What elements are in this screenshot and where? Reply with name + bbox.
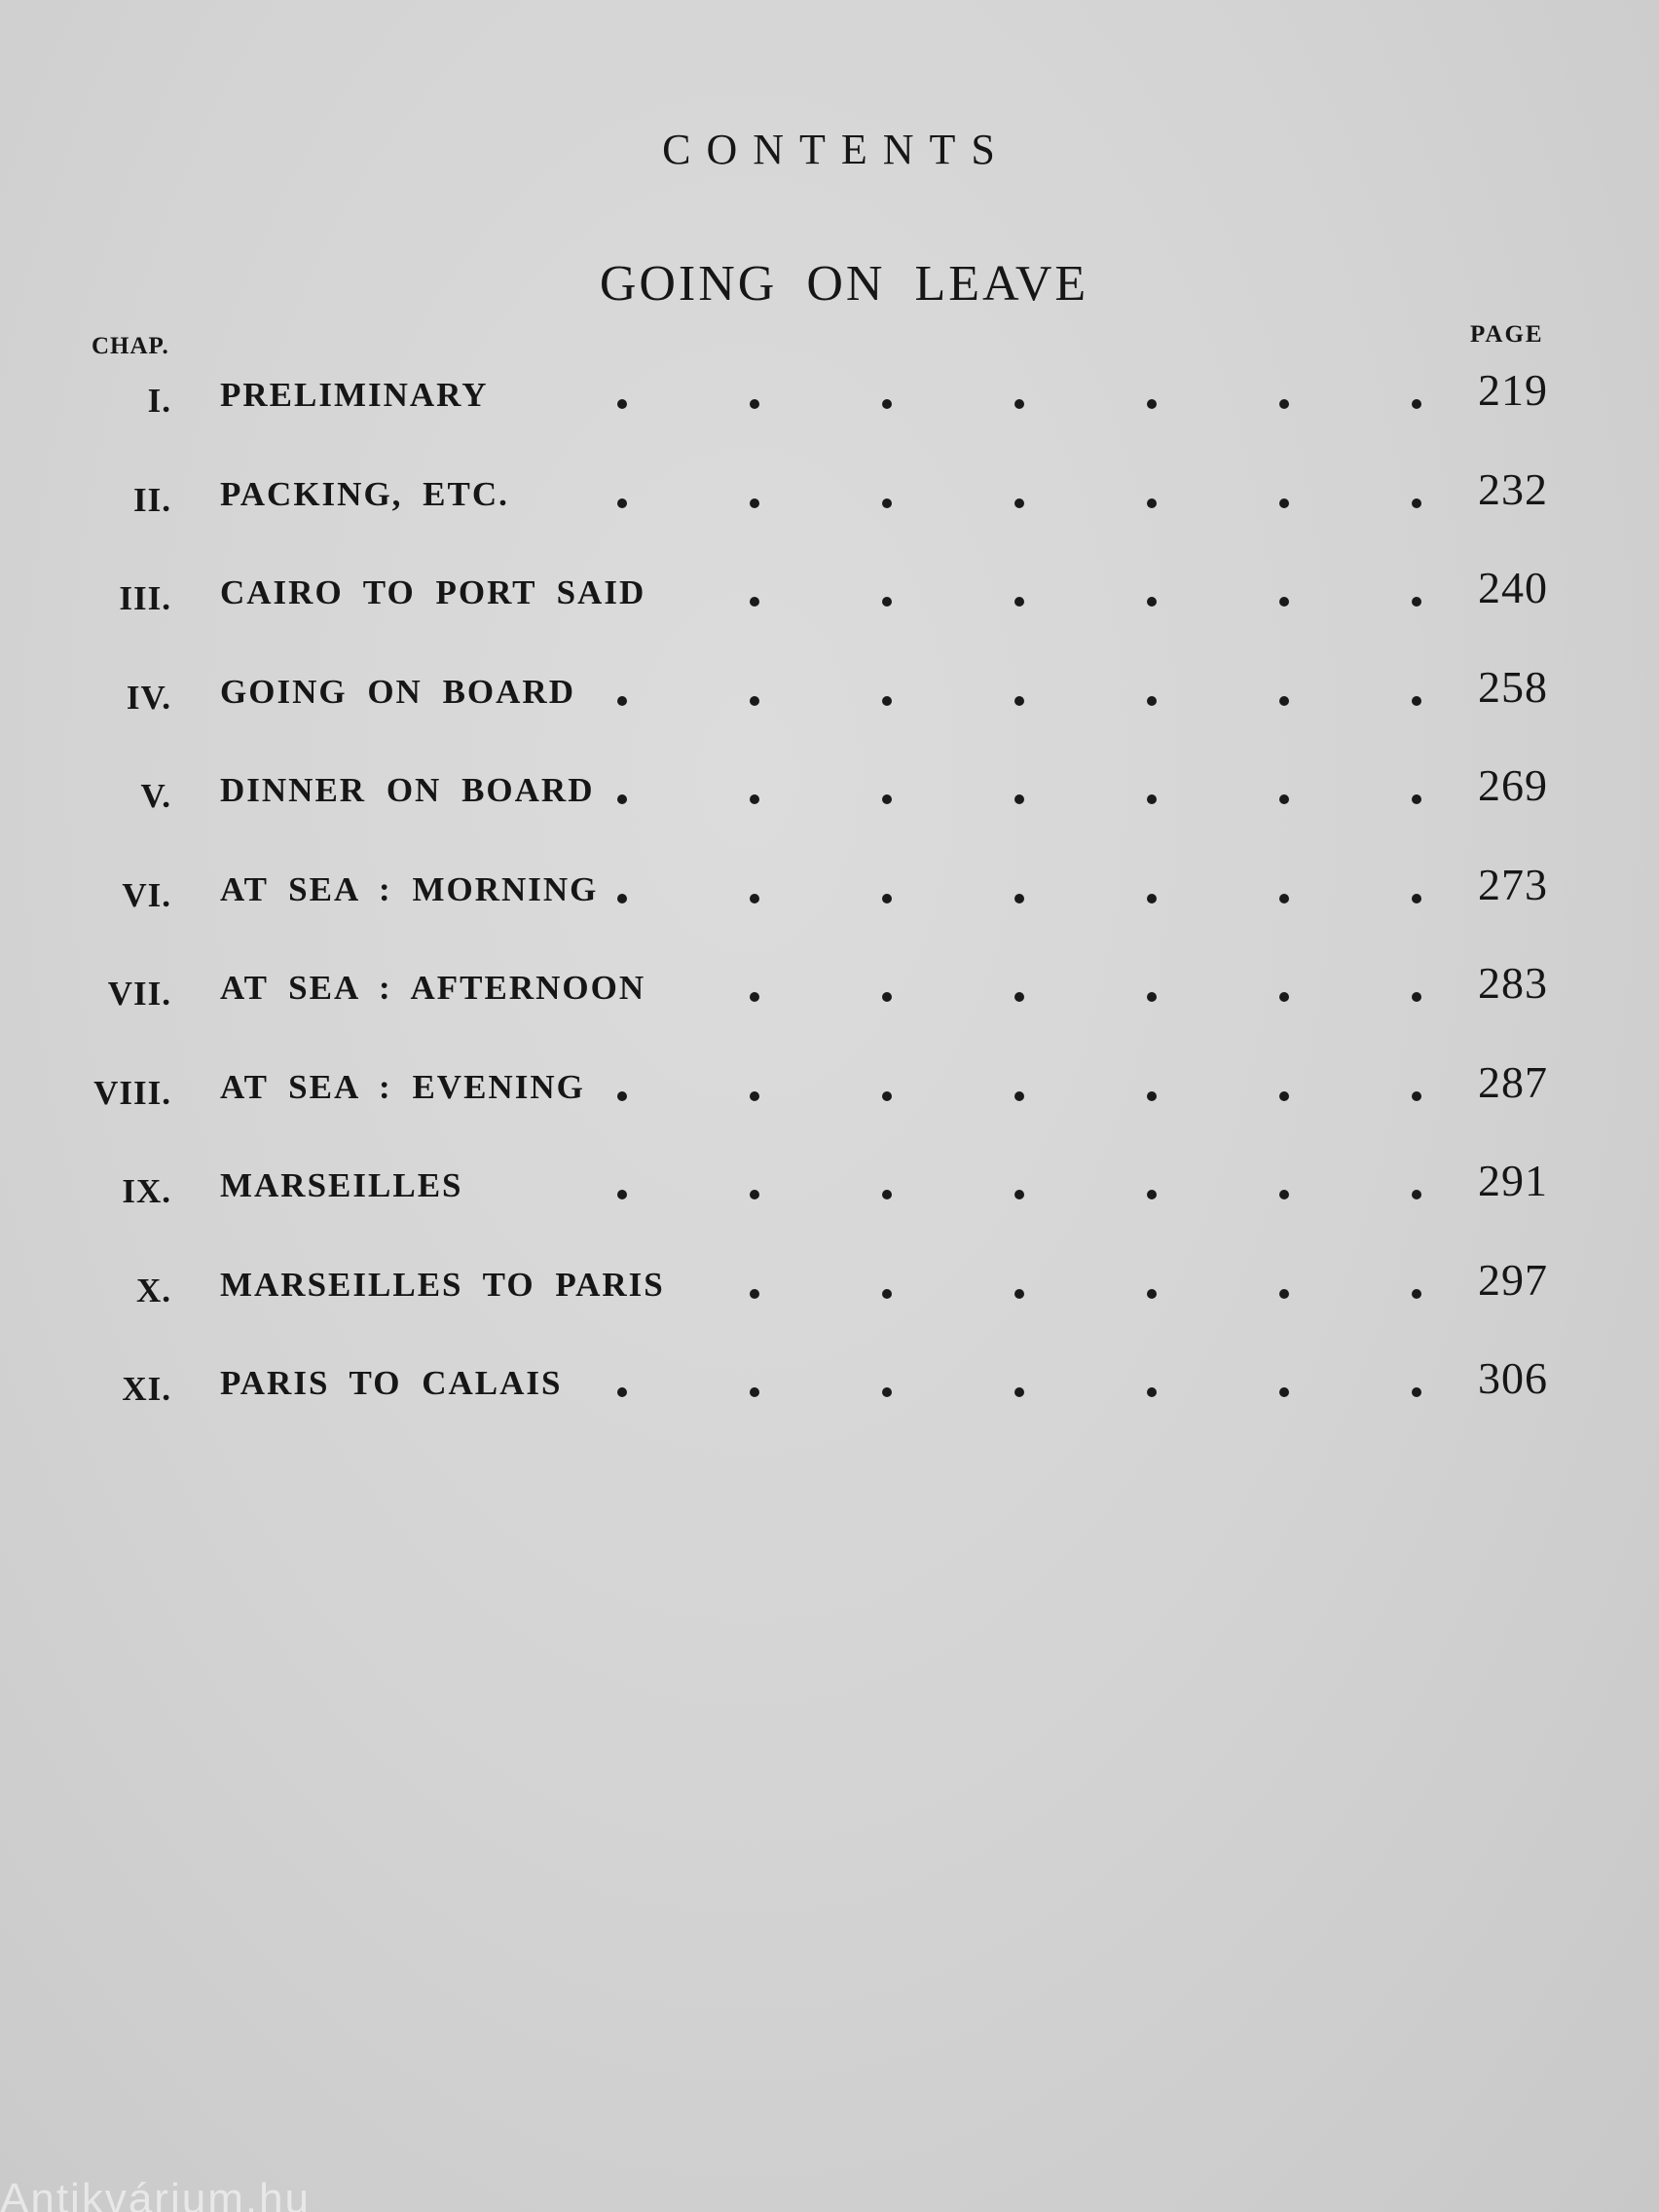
chapter-number: I. [147,382,171,420]
toc-entry [0,756,1659,855]
page-number: 306 [1478,1353,1548,1403]
leader-dot [750,794,759,804]
chapter-number: VII. [107,975,171,1013]
leader-dot [1279,597,1289,607]
page-number: 240 [1478,563,1548,612]
leader-dot [1279,894,1289,903]
leader-dot [1279,1387,1289,1397]
chapter-title: MARSEILLES [220,1166,463,1204]
leader-dot [1147,597,1157,607]
leader-dot [882,894,892,903]
leader-dot [1147,1387,1157,1397]
toc-entry [0,657,1659,756]
leader-dot [1412,498,1421,508]
page-number: 291 [1478,1156,1548,1205]
leader-dot [1412,992,1421,1002]
leader-dot [1014,894,1024,903]
page-column-label: PAGE [1470,321,1544,348]
chapter-number: VIII. [93,1073,171,1112]
toc-entry [0,1151,1659,1250]
leader-dot [617,894,627,903]
leader-dot [1147,696,1157,706]
dot-leaders [604,992,1441,1002]
toc-entry [0,360,1659,460]
leader-dot [617,399,627,409]
leader-dot [882,1190,892,1199]
leader-dot [1412,597,1421,607]
leader-dot [1412,696,1421,706]
leader-dot [750,894,759,903]
leader-dot [750,1091,759,1101]
leader-dot [617,696,627,706]
leader-dot [617,1091,627,1101]
leader-dot [1279,696,1289,706]
leader-dot [1014,597,1024,607]
leader-dot [1279,992,1289,1002]
chapter-number: IX. [122,1172,171,1210]
leader-dot [750,597,759,607]
leader-dot [882,992,892,1002]
leader-dot [1014,399,1024,409]
leader-dot [882,498,892,508]
leader-dot [750,992,759,1002]
dot-leaders [604,696,1441,706]
leader-dot [1412,1289,1421,1299]
leader-dot [1279,1190,1289,1199]
leader-dot [617,794,627,804]
leader-dot [1147,498,1157,508]
leader-dot [1279,1289,1289,1299]
leader-dot [882,1091,892,1101]
leader-dot [1412,794,1421,804]
leader-dot [1014,794,1024,804]
leader-dot [1147,1289,1157,1299]
toc-entry [0,558,1659,657]
leader-dot [1412,399,1421,409]
leader-dot [750,498,759,508]
leader-dot [1279,399,1289,409]
leader-dot [1147,1190,1157,1199]
dot-leaders [604,1091,1441,1101]
chapter-number: XI. [122,1370,171,1408]
leader-dot [1147,992,1157,1002]
chapter-number: V. [140,777,171,815]
leader-dot [882,696,892,706]
leader-dot [1147,794,1157,804]
leader-dot [1014,992,1024,1002]
leader-dot [750,1289,759,1299]
leader-dot [1147,1091,1157,1101]
toc-entry [0,855,1659,954]
leader-dot [1147,894,1157,903]
dot-leaders [604,1289,1441,1299]
dot-leaders [604,1387,1441,1397]
leader-dot [882,1387,892,1397]
page-number: 269 [1478,760,1548,810]
chapter-title: AT SEA : EVENING [220,1067,585,1106]
leader-dot [1412,1387,1421,1397]
dot-leaders [604,794,1441,804]
leader-dot [1412,894,1421,903]
leader-dot [617,498,627,508]
chapter-title: AT SEA : MORNING [220,869,599,908]
leader-dot [750,1387,759,1397]
leader-dot [1014,1387,1024,1397]
leader-dot [882,794,892,804]
dot-leaders [604,597,1441,607]
toc-entry [0,1348,1659,1448]
page-number: 287 [1478,1056,1548,1107]
page-number: 297 [1478,1254,1548,1305]
leader-dot [1147,399,1157,409]
chapter-number: VI. [122,875,171,914]
leader-dot [1279,794,1289,804]
leader-dot [1412,1190,1421,1199]
table-of-contents [0,360,1659,1448]
chapter-number: X. [135,1271,171,1309]
leader-dot [1014,1289,1024,1299]
leader-dot [617,1190,627,1199]
toc-entry [0,1250,1659,1349]
page-number: 283 [1478,958,1548,1008]
leader-dot [1014,1091,1024,1101]
chapter-number: IV. [126,678,171,717]
chapter-title: PARIS TO CALAIS [220,1364,563,1402]
chapter-title: CAIRO TO PORT SAID [220,573,646,611]
leader-dot [1014,498,1024,508]
chapter-number: II. [133,480,171,519]
page-number: 232 [1478,463,1548,514]
chapter-title: AT SEA : AFTERNOON [220,969,646,1007]
section-title: GOING ON LEAVE [599,256,1089,312]
contents-heading: CONTENTS [662,126,1011,173]
page-number: 258 [1478,661,1548,712]
chapter-title: DINNER ON BOARD [220,771,595,809]
leader-dot [617,1387,627,1397]
page-number: 273 [1478,859,1548,909]
leader-dot [1014,696,1024,706]
leader-dot [750,399,759,409]
page-number: 219 [1478,365,1548,415]
chapter-number: III. [119,579,171,617]
toc-entry [0,953,1659,1052]
leader-dot [1014,1190,1024,1199]
dot-leaders [604,1190,1441,1199]
chapter-column-label: CHAP. [92,333,169,359]
leader-dot [1279,1091,1289,1101]
chapter-title: MARSEILLES TO PARIS [220,1265,665,1304]
dot-leaders [604,399,1441,409]
leader-dot [1412,1091,1421,1101]
leader-dot [882,1289,892,1299]
dot-leaders [604,498,1441,508]
chapter-title: PACKING, ETC. [220,474,509,513]
dot-leaders [604,894,1441,903]
watermark: Antikvárium.hu [0,2175,312,2212]
toc-entry [0,460,1659,559]
leader-dot [882,399,892,409]
leader-dot [882,597,892,607]
leader-dot [750,1190,759,1199]
leader-dot [1279,498,1289,508]
toc-entry [0,1052,1659,1152]
chapter-title: PRELIMINARY [220,376,489,414]
leader-dot [750,696,759,706]
chapter-title: GOING ON BOARD [220,672,575,711]
